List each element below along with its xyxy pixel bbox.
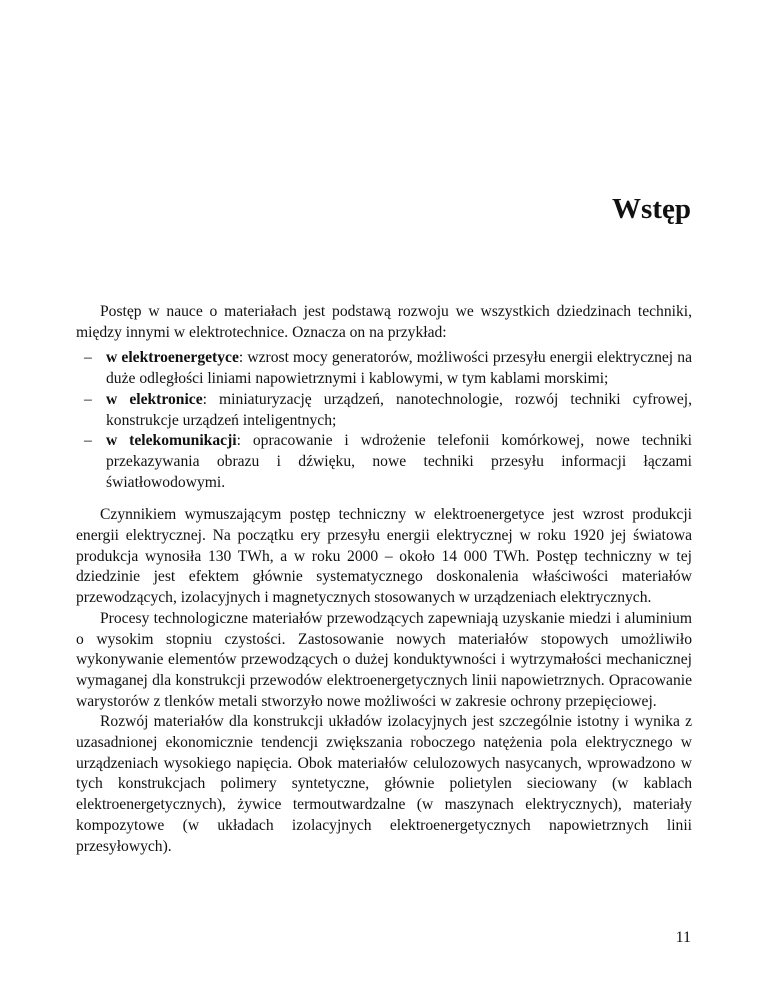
list-text: : miniaturyzację urządzeń, nanotechnologie, rozwój techniki cyfrowej, konstrukcje urządzeń inteligentnych;	[106, 390, 693, 429]
paragraph-production: Czynnikiem wymuszającym postęp techniczny w elektroenergetyce jest wzrost produkcji energii elektrycznej. Na początku ery przesyłu energii elektrycznej w roku 1920 jej światowa produkcja wynosiła 130 TWh, a w roku 2000 – około 14 000 TWh. Postęp techniczny w tej dziedzinie jest efektem głównie systematycznego doskonalenia właściwości materiałów przewodzących, izolacyjnych i magnetycznych stosowanych w urządzeniach elektrycznych.	[76, 506, 692, 607]
list-item-telekomunikacja	[76, 431, 692, 493]
paragraph-insulation: Rozwój materiałów dla konstrukcji układów izolacyjnych jest szczególnie istotny i wynika z uzasadnionej ekonomicznie tendencji zwiększania roboczego natężenia pola elektrycznego w urządzeniach wysokiego napięcia. Obok materiałów celulozowych nasycanych, wprowadzono w tych konstrukcjach polimery syntetyczne, głównie polietylen sieciowany (w kablach elektroenergetycznych), żywice termoutwardzalne (w maszynach elektrycznych), materiały kompozytowe (w układach izolacyjnych elektroenergetycznych napowietrznych linii przesyłowych).	[76, 713, 692, 855]
dash-marker: –	[84, 390, 92, 408]
paragraph-conductors: Procesy technologiczne materiałów przewodzących zapewniają uzyskanie miedzi i aluminium o wysokim stopniu czystości. Zastosowanie nowych materiałów stopowych umożliwiło wykonywanie elementów przewodzących o dużej konduktywności i wytrzymałości mechanicznej wymaganej dla konstrukcji przewodów elektroenergetycznych linii napowietrznych. Opracowanie warystorów z tlenków metali stworzyło nowe możliwości w zakresie ochrony przepięciowej.	[76, 609, 692, 710]
dash-marker: –	[84, 349, 92, 367]
body-text	[76, 302, 692, 857]
list-term: w elektronice	[106, 390, 203, 408]
list-item-elektronika	[76, 390, 692, 431]
list-item-elektroenergetyka	[76, 348, 692, 389]
intro-paragraph: Postęp w nauce o materiałach jest podstawą rozwoju we wszystkich dziedzinach techniki, między innymi w elektrotechnice. Oznacza on na przykład:	[76, 303, 692, 341]
dash-marker: –	[84, 432, 92, 450]
page-number: 11	[675, 929, 691, 946]
page-title: Wstęp	[612, 193, 691, 225]
list-text: : wzrost mocy generatorów, możliwości przesyłu energii elektrycznej na duże odległości liniami napowietrznymi i kablowymi, w tym kablami morskimi;	[106, 349, 692, 388]
list-term: w elektroenergetyce	[106, 349, 239, 367]
list-text: : opracowanie i wdrożenie telefonii komórkowej, nowe techniki przekazywania obrazu i dźwięku, nowe techniki przesyłu informacji łączami światłowodowymi.	[106, 432, 692, 491]
list-term: w telekomunikacji	[106, 432, 237, 450]
fields-list	[76, 348, 692, 493]
